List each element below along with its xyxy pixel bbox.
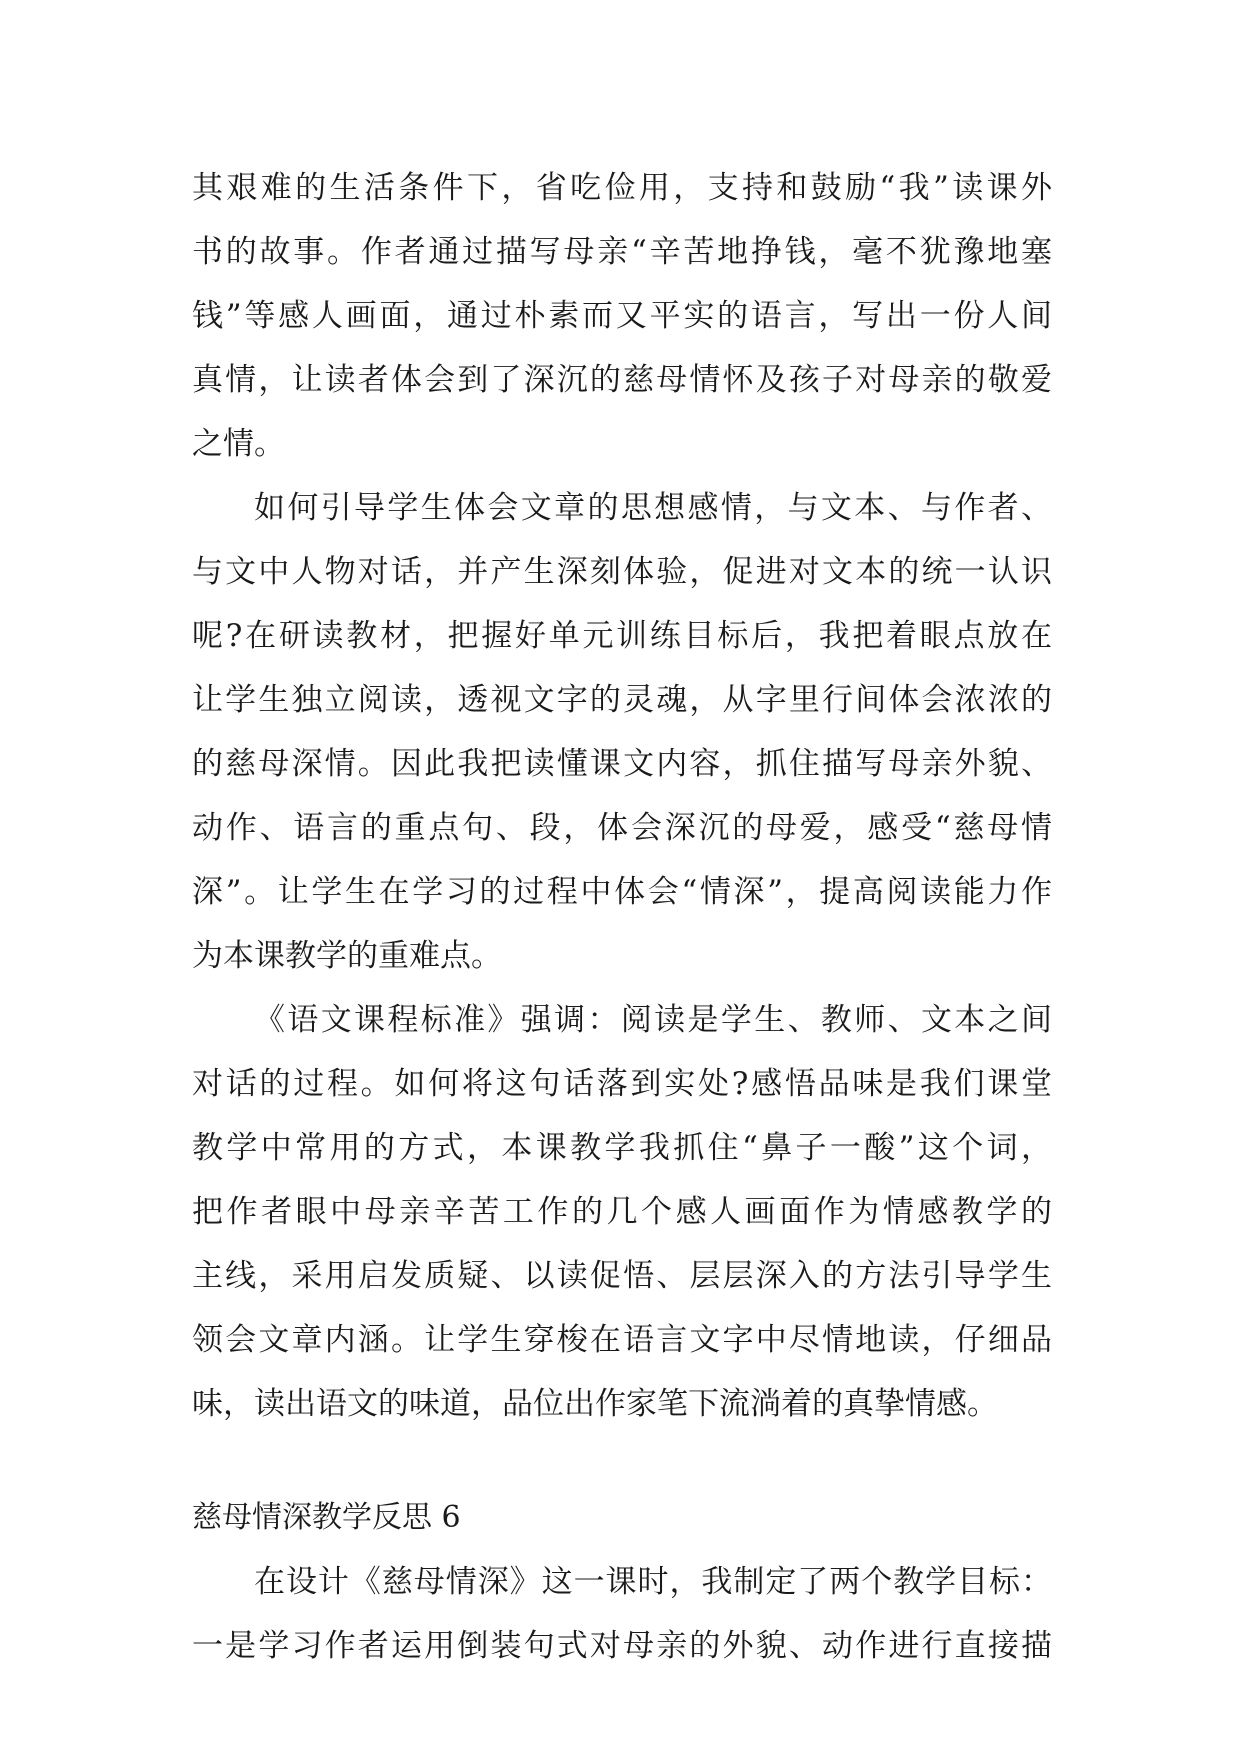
text-line: 之情。 bbox=[192, 426, 285, 462]
paragraph-2 bbox=[192, 476, 1052, 988]
text-line: 与文中人物对话，并产生深刻体验，促进对文本的统一认识 bbox=[192, 554, 1052, 590]
paragraph-4 bbox=[192, 1550, 1052, 1678]
text-line: 其艰难的生活条件下，省吃俭用，支持和鼓励“我”读课外 bbox=[192, 170, 1052, 206]
text-line: 真情，让读者体会到了深沉的慈母情怀及孩子对母亲的敬爱 bbox=[192, 362, 1052, 398]
text-line: 呢?在研读教材，把握好单元训练目标后，我把着眼点放在 bbox=[192, 618, 1052, 654]
text-line: 对话的过程。如何将这句话落到实处?感悟品味是我们课堂 bbox=[192, 1066, 1052, 1102]
text-line: 书的故事。作者通过描写母亲“辛苦地挣钱，毫不犹豫地塞 bbox=[192, 234, 1052, 270]
text-line: 的慈母深情。因此我把读懂课文内容，抓住描写母亲外貌、 bbox=[192, 746, 1052, 782]
text-line: 主线，采用启发质疑、以读促悟、层层深入的方法引导学生 bbox=[192, 1258, 1052, 1294]
text-line: 深”。让学生在学习的过程中体会“情深”，提高阅读能力作 bbox=[192, 874, 1052, 910]
document-body bbox=[192, 156, 1052, 1678]
section-heading: 慈母情深教学反思 6 bbox=[192, 1500, 461, 1535]
text-line: 味，读出语文的味道，品位出作家笔下流淌着的真挚情感。 bbox=[192, 1386, 998, 1422]
text-line: 让学生独立阅读，透视文字的灵魂，从字里行间体会浓浓的 bbox=[192, 682, 1052, 718]
paragraph-3 bbox=[192, 988, 1052, 1436]
text-line: 一是学习作者运用倒装句式对母亲的外貌、动作进行直接描 bbox=[192, 1628, 1052, 1664]
text-line: 把作者眼中母亲辛苦工作的几个感人画面作为情感教学的 bbox=[192, 1194, 1052, 1230]
text-line: 在设计《慈母情深》这一课时，我制定了两个教学目标： bbox=[254, 1564, 1052, 1600]
text-line: 钱”等感人画面，通过朴素而又平实的语言，写出一份人间 bbox=[192, 298, 1052, 334]
paragraph-1 bbox=[192, 156, 1052, 476]
text-line: 动作、语言的重点句、段，体会深沉的母爱，感受“慈母情 bbox=[192, 810, 1052, 846]
text-line: 为本课教学的重难点。 bbox=[192, 938, 502, 974]
section-spacer bbox=[192, 1436, 1052, 1486]
text-line: 教学中常用的方式，本课教学我抓住“鼻子一酸”这个词， bbox=[192, 1130, 1052, 1166]
text-line: 领会文章内涵。让学生穿梭在语言文字中尽情地读，仔细品 bbox=[192, 1322, 1052, 1358]
text-line: 如何引导学生体会文章的思想感情，与文本、与作者、 bbox=[254, 490, 1052, 526]
text-line: 《语文课程标准》强调：阅读是学生、教师、文本之间 bbox=[254, 1002, 1052, 1038]
